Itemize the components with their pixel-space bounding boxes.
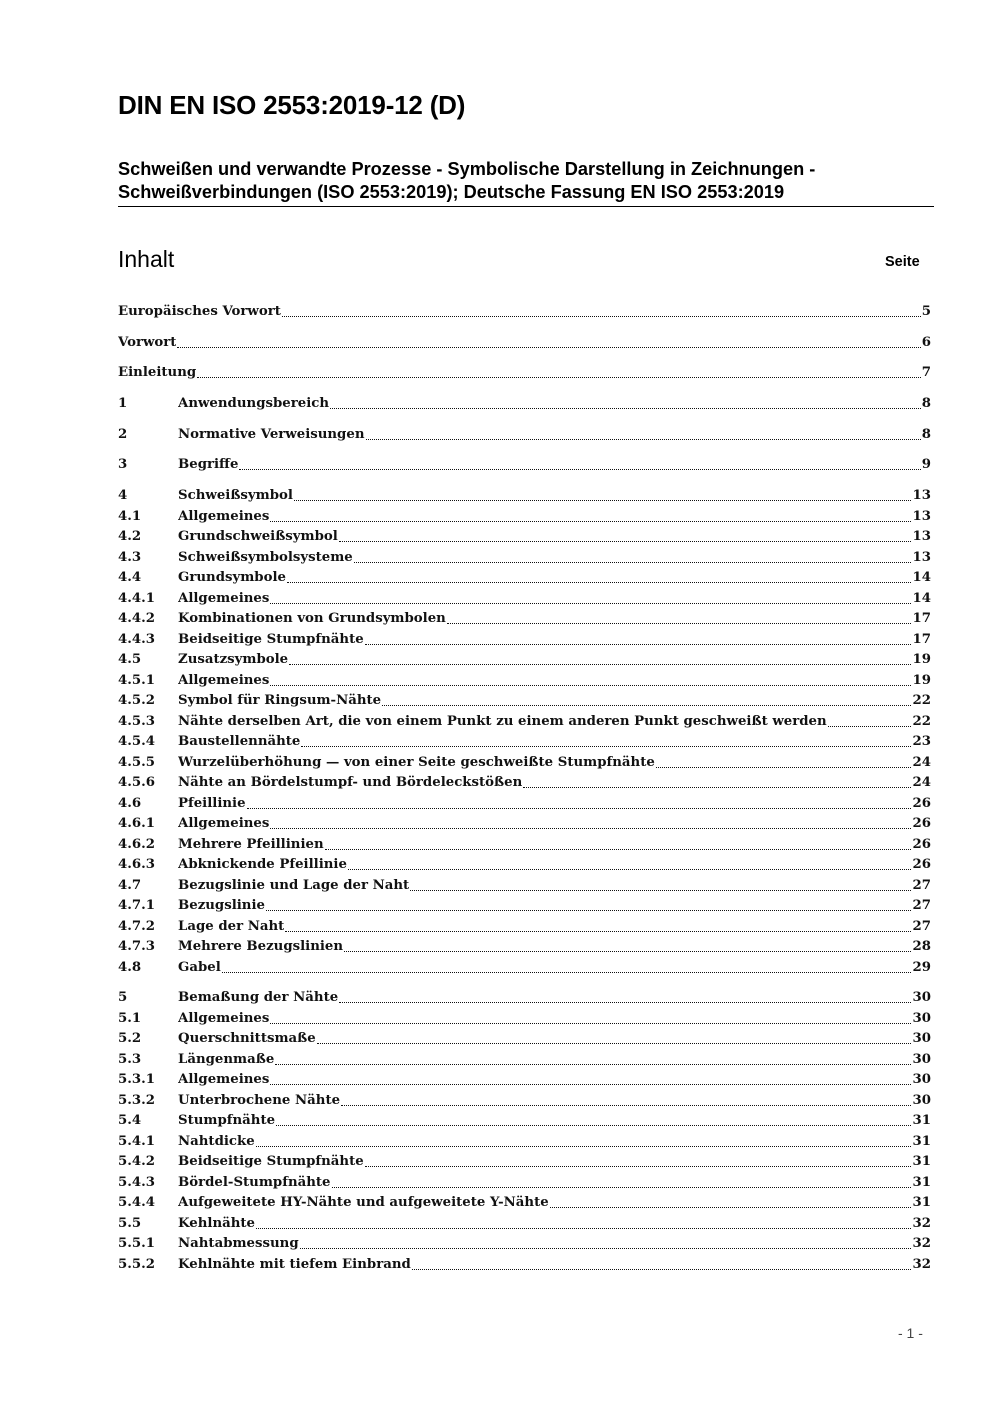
toc-entry[interactable] — [118, 363, 931, 383]
toc-entry[interactable] — [118, 302, 931, 322]
toc-dot-leader — [523, 787, 911, 788]
toc-dot-leader — [289, 664, 911, 665]
toc-entry-page: 29 — [912, 960, 931, 975]
toc-entry-title: Grundschweißsymbol — [178, 529, 338, 544]
toc-dot-leader — [339, 1002, 911, 1003]
toc-dot-leader — [177, 347, 920, 348]
toc-entry-number: 4.7.2 — [118, 919, 156, 934]
toc-dot-leader — [266, 910, 912, 911]
toc-dot-leader — [282, 316, 921, 317]
toc-entry[interactable] — [118, 896, 931, 916]
toc-dot-leader — [270, 828, 911, 829]
toc-dot-leader — [412, 1269, 912, 1270]
toc-dot-leader — [828, 726, 912, 727]
toc-entry-page: 30 — [912, 1031, 931, 1046]
toc-entry-page: 26 — [912, 857, 931, 872]
toc-entry-page: 14 — [912, 570, 931, 585]
toc-entry-number: 5.5 — [118, 1216, 142, 1231]
toc-entry[interactable] — [118, 548, 931, 568]
toc-entry[interactable] — [118, 507, 931, 527]
toc-entry[interactable] — [118, 988, 931, 1008]
toc-dot-leader — [365, 1166, 912, 1167]
toc-entry-page: 31 — [912, 1134, 931, 1149]
toc-entry-number: 5.4.3 — [118, 1175, 156, 1190]
toc-entry-number: 4.1 — [118, 509, 142, 524]
toc-dot-leader — [270, 1084, 911, 1085]
toc-dot-leader — [256, 1228, 911, 1229]
toc-entry-page: 22 — [912, 714, 931, 729]
toc-entry[interactable] — [118, 630, 931, 650]
toc-entry-title: Einleitung — [118, 365, 197, 380]
toc-entry-title: Baustellennähte — [178, 734, 301, 749]
toc-entry-number: 4 — [118, 488, 128, 503]
toc-entry[interactable] — [118, 794, 931, 814]
toc-entry-title: Kehlnähte — [178, 1216, 255, 1231]
page-column-label: Seite — [885, 254, 920, 270]
toc-entry-page: 5 — [921, 304, 931, 319]
toc-entry-number: 4.7.1 — [118, 898, 156, 913]
toc-heading: Inhalt — [118, 246, 175, 272]
toc-entry-title: Normative Verweisungen — [178, 427, 365, 442]
toc-entry-title: Schweißsymbolsysteme — [178, 550, 353, 565]
toc-entry-number: 4.7.3 — [118, 939, 156, 954]
toc-entry-number: 4.4.3 — [118, 632, 156, 647]
toc-entry-page: 28 — [912, 939, 931, 954]
toc-entry[interactable] — [118, 1070, 931, 1090]
toc-entry-number: 5.3.1 — [118, 1072, 156, 1087]
toc-dot-leader — [270, 603, 911, 604]
toc-entry-title: Nahtabmessung — [178, 1236, 299, 1251]
toc-entry-page: 6 — [921, 335, 931, 350]
toc-dot-leader — [294, 500, 912, 501]
toc-entry-number: 4.4 — [118, 570, 142, 585]
toc-entry-title: Allgemeines — [178, 591, 270, 606]
toc-dot-leader — [325, 849, 912, 850]
toc-entry-page: 14 — [912, 591, 931, 606]
toc-entry-title: Allgemeines — [178, 1011, 270, 1026]
toc-dot-leader — [300, 1248, 912, 1249]
toc-entry-page: 9 — [921, 457, 931, 472]
toc-entry-title: Beidseitige Stumpfnähte — [178, 632, 364, 647]
toc-entry-page: 17 — [912, 632, 931, 647]
toc-entry[interactable] — [118, 1173, 931, 1193]
toc-entry-page: 26 — [912, 796, 931, 811]
toc-entry-page: 30 — [912, 990, 931, 1005]
toc-entry-number: 2 — [118, 427, 128, 442]
toc-entry-page: 8 — [921, 427, 931, 442]
toc-entry-title: Kehlnähte mit tiefem Einbrand — [178, 1257, 411, 1272]
toc-dot-leader — [447, 623, 912, 624]
toc-dot-leader — [344, 951, 911, 952]
toc-entry-page: 32 — [912, 1236, 931, 1251]
toc-entry-page: 31 — [912, 1175, 931, 1190]
toc-entry-page: 13 — [912, 509, 931, 524]
toc-entry-number: 4.7 — [118, 878, 142, 893]
toc-entry[interactable] — [118, 394, 931, 414]
toc-entry-page: 13 — [912, 488, 931, 503]
toc-entry-page: 31 — [912, 1113, 931, 1128]
toc-entry-title: Abknickende Pfeillinie — [178, 857, 347, 872]
toc-dot-leader — [287, 582, 912, 583]
toc-entry[interactable] — [118, 1091, 931, 1111]
toc-entry-number: 5.4.2 — [118, 1154, 156, 1169]
toc-dot-leader — [270, 521, 911, 522]
toc-entry-page: 30 — [912, 1011, 931, 1026]
toc-entry[interactable] — [118, 814, 931, 834]
toc-entry[interactable] — [118, 1132, 931, 1152]
subtitle-line-1: Schweißen und verwandte Prozesse - Symbolische Darstellung in Zeichnungen - — [118, 159, 816, 179]
toc-entry-number: 4.3 — [118, 550, 142, 565]
toc-entry[interactable] — [118, 732, 931, 752]
toc-entry[interactable] — [118, 1152, 931, 1172]
toc-entry-title: Grundsymbole — [178, 570, 286, 585]
toc-entry-page: 27 — [912, 878, 931, 893]
toc-entry-number: 4.4.1 — [118, 591, 156, 606]
toc-entry[interactable] — [118, 1111, 931, 1131]
toc-dot-leader — [550, 1207, 912, 1208]
toc-entry-page: 27 — [912, 898, 931, 913]
toc-entry-number: 5.5.1 — [118, 1236, 156, 1251]
toc-entry-title: Bezugslinie — [178, 898, 265, 913]
toc-entry-page: 17 — [912, 611, 931, 626]
toc-dot-leader — [247, 808, 912, 809]
toc-entry-page: 26 — [912, 837, 931, 852]
toc-dot-leader — [366, 439, 921, 440]
toc-entry[interactable] — [118, 589, 931, 609]
toc-entry[interactable] — [118, 835, 931, 855]
toc-entry-page: 19 — [912, 673, 931, 688]
toc-entry[interactable] — [118, 486, 931, 506]
toc-entry-number: 5 — [118, 990, 128, 1005]
toc-entry-number: 4.2 — [118, 529, 142, 544]
toc-entry-title: Beidseitige Stumpfnähte — [178, 1154, 364, 1169]
toc-entry-number: 4.5.2 — [118, 693, 156, 708]
toc-dot-leader — [339, 541, 912, 542]
toc-entry-title: Schweißsymbol — [178, 488, 293, 503]
toc-dot-leader — [341, 1105, 911, 1106]
toc-entry-title: Querschnittsmaße — [178, 1031, 316, 1046]
toc-dot-leader — [332, 1187, 912, 1188]
toc-entry-title: Wurzelüberhöhung — von einer Seite geschweißte Stumpfnähte — [178, 755, 655, 770]
toc-entry-title: Nähte an Bördelstumpf- und Bördeleckstößen — [178, 775, 523, 790]
toc-entry-title: Unterbrochene Nähte — [178, 1093, 341, 1108]
toc-entry-page: 13 — [912, 529, 931, 544]
document-id: DIN EN ISO 2553:2019-12 (D) — [118, 90, 466, 120]
toc-entry-title: Europäisches Vorwort — [118, 304, 281, 319]
toc-entry-page: 32 — [912, 1257, 931, 1272]
toc-entry-title: Vorwort — [118, 335, 177, 350]
toc-entry-number: 4.5.1 — [118, 673, 156, 688]
toc-entry[interactable] — [118, 855, 931, 875]
toc-entry[interactable] — [118, 1255, 931, 1275]
toc-entry-page: 30 — [912, 1052, 931, 1067]
toc-entry-title: Stumpfnähte — [178, 1113, 276, 1128]
toc-entry-title: Begriffe — [178, 457, 239, 472]
toc-entry-title: Gabel — [178, 960, 221, 975]
toc-entry-page: 24 — [912, 775, 931, 790]
toc-entry[interactable] — [118, 937, 931, 957]
toc-entry-title: Symbol für Ringsum-Nähte — [178, 693, 382, 708]
toc-entry[interactable] — [118, 1214, 931, 1234]
toc-entry[interactable] — [118, 455, 931, 475]
toc-entry-title: Allgemeines — [178, 509, 270, 524]
toc-entry-number: 4.5.4 — [118, 734, 156, 749]
toc-entry-page: 23 — [912, 734, 931, 749]
toc-entry-title: Allgemeines — [178, 1072, 270, 1087]
toc-entry-title: Bördel-Stumpfnähte — [178, 1175, 331, 1190]
toc-dot-leader — [256, 1146, 912, 1147]
toc-dot-leader — [348, 869, 912, 870]
toc-entry-page: 30 — [912, 1093, 931, 1108]
toc-entry-title: Pfeillinie — [178, 796, 246, 811]
toc-entry[interactable] — [118, 609, 931, 629]
toc-entry-page: 13 — [912, 550, 931, 565]
toc-dot-leader — [270, 685, 911, 686]
toc-entry-title: Nahtdicke — [178, 1134, 255, 1149]
toc-entry-page: 31 — [912, 1195, 931, 1210]
subtitle-line-2: Schweißverbindungen (ISO 2553:2019); Deutsche Fassung EN ISO 2553:2019 — [118, 182, 785, 202]
toc-entry-page: 27 — [912, 919, 931, 934]
toc-entry[interactable] — [118, 1009, 931, 1029]
toc-entry-title: Kombinationen von Grundsymbolen — [178, 611, 446, 626]
toc-dot-leader — [275, 1064, 911, 1065]
toc-entry-number: 4.6.3 — [118, 857, 156, 872]
toc-entry-title: Mehrere Bezugslinien — [178, 939, 344, 954]
toc-entry[interactable] — [118, 876, 931, 896]
toc-dot-leader — [301, 746, 911, 747]
toc-dot-leader — [239, 469, 920, 470]
toc-entry-title: Allgemeines — [178, 673, 270, 688]
toc-entry[interactable] — [118, 958, 931, 978]
toc-entry[interactable] — [118, 527, 931, 547]
toc-dot-leader — [285, 931, 911, 932]
toc-entry-number: 5.2 — [118, 1031, 142, 1046]
toc-entry-page: 32 — [912, 1216, 931, 1231]
toc-entry-number: 4.5.5 — [118, 755, 156, 770]
toc-entry-title: Allgemeines — [178, 816, 270, 831]
toc-entry-title: Längenmaße — [178, 1052, 275, 1067]
toc-entry[interactable] — [118, 691, 931, 711]
toc-entry[interactable] — [118, 1234, 931, 1254]
toc-entry-title: Aufgeweitete HY-Nähte und aufgeweitete Y-Nähte — [178, 1195, 549, 1210]
toc-dot-leader — [270, 1023, 911, 1024]
toc-entry-number: 4.8 — [118, 960, 142, 975]
toc-entry-title: Nähte derselben Art, die von einem Punkt zu einem anderen Punkt geschweißt werden — [178, 714, 827, 729]
toc-dot-leader — [410, 890, 911, 891]
toc-dot-leader — [197, 377, 921, 378]
toc-entry-page: 19 — [912, 652, 931, 667]
toc-entry-title: Anwendungsbereich — [178, 396, 330, 411]
toc-entry[interactable] — [118, 753, 931, 773]
toc-entry-number: 5.3.2 — [118, 1093, 156, 1108]
page-number: - 1 - — [898, 1325, 923, 1341]
toc-entry[interactable] — [118, 712, 931, 732]
toc-entry[interactable] — [118, 1193, 931, 1213]
toc-dot-leader — [276, 1125, 911, 1126]
toc-entry[interactable] — [118, 568, 931, 588]
toc-entry[interactable] — [118, 671, 931, 691]
toc-entry-page: 30 — [912, 1072, 931, 1087]
toc-dot-leader — [222, 972, 912, 973]
toc-dot-leader — [354, 562, 912, 563]
toc-entry-number: 5.3 — [118, 1052, 142, 1067]
toc-entry[interactable] — [118, 425, 931, 445]
toc-entry-number: 4.5 — [118, 652, 142, 667]
toc-entry-number: 5.4.4 — [118, 1195, 156, 1210]
toc-entry-page: 26 — [912, 816, 931, 831]
toc-dot-leader — [330, 408, 921, 409]
toc-entry-number: 5.1 — [118, 1011, 142, 1026]
toc-dot-leader — [317, 1043, 912, 1044]
toc-entry[interactable] — [118, 917, 931, 937]
toc-entry[interactable] — [118, 773, 931, 793]
toc-entry-page: 7 — [921, 365, 931, 380]
toc-entry-title: Lage der Naht — [178, 919, 285, 934]
toc-entry-number: 4.6 — [118, 796, 142, 811]
toc-entry-number: 4.5.3 — [118, 714, 156, 729]
toc-entry-page: 22 — [912, 693, 931, 708]
toc-entry-number: 1 — [118, 396, 128, 411]
toc-entry-title: Bemaßung der Nähte — [178, 990, 339, 1005]
toc-entry[interactable] — [118, 333, 931, 353]
toc-entry-page: 24 — [912, 755, 931, 770]
toc-entry-page: 31 — [912, 1154, 931, 1169]
toc-entry[interactable] — [118, 1050, 931, 1070]
toc-entry-title: Zusatzsymbole — [178, 652, 289, 667]
toc-entry-number: 4.5.6 — [118, 775, 156, 790]
toc-entry-page: 8 — [921, 396, 931, 411]
toc-dot-leader — [365, 644, 912, 645]
toc-entry-number: 3 — [118, 457, 128, 472]
toc-entry[interactable] — [118, 650, 931, 670]
toc-entry-number: 4.6.1 — [118, 816, 156, 831]
toc-dot-leader — [656, 767, 912, 768]
toc-entry[interactable] — [118, 1029, 931, 1049]
toc-entry-number: 5.4 — [118, 1113, 142, 1128]
toc-entry-number: 4.4.2 — [118, 611, 156, 626]
toc-entry-number: 4.6.2 — [118, 837, 156, 852]
toc-entry-number: 5.4.1 — [118, 1134, 156, 1149]
toc-entry-title: Mehrere Pfeillinien — [178, 837, 324, 852]
toc-entry-title: Bezugslinie und Lage der Naht — [178, 878, 410, 893]
toc-dot-leader — [382, 705, 911, 706]
toc-entry-number: 5.5.2 — [118, 1257, 156, 1272]
